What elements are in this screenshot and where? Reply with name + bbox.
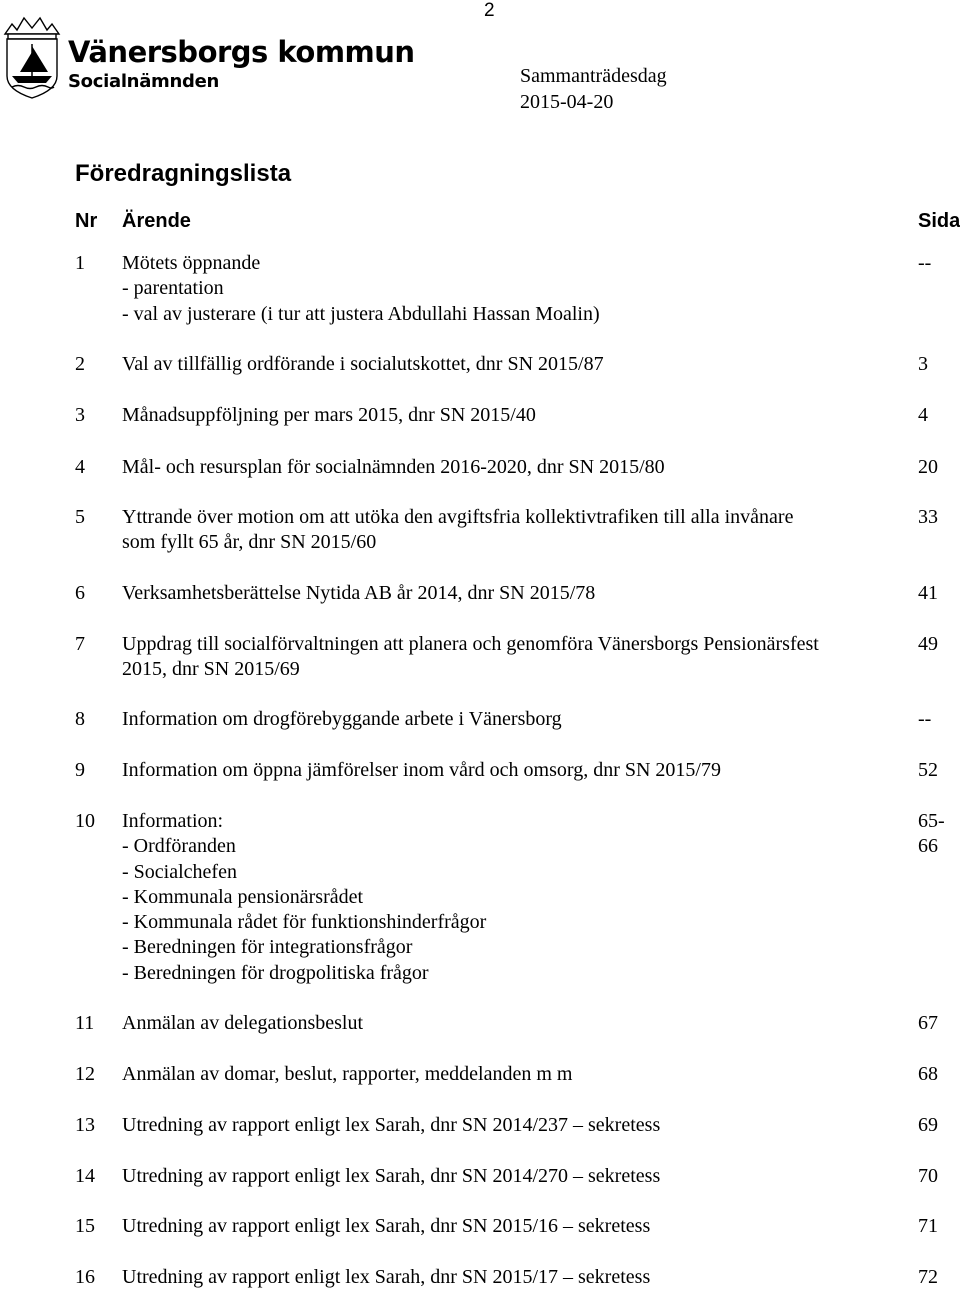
page-number: 2: [484, 0, 495, 21]
agenda-item-number: 13: [75, 1114, 95, 1136]
agenda-item-text: [122, 758, 902, 783]
agenda-item-number: 14: [75, 1165, 95, 1187]
agenda-item-number: 9: [75, 759, 85, 781]
agenda-item-page-line: 49: [918, 633, 938, 655]
document-title: Föredragningslista: [75, 160, 292, 187]
organization-department: Socialnämnden: [68, 71, 220, 92]
agenda-item-page-line: 67: [918, 1012, 938, 1034]
agenda-item-page-line: 66: [918, 835, 938, 858]
agenda-item-number: 6: [75, 582, 85, 604]
agenda-item-text: [122, 1062, 902, 1087]
agenda-item-page: [918, 1265, 938, 1290]
agenda-item-line: som fyllt 65 år, dnr SN 2015/60: [122, 531, 377, 554]
agenda-item-page: [918, 758, 938, 783]
agenda-item-number: 16: [75, 1266, 95, 1288]
agenda-item-line: - parentation: [122, 277, 224, 300]
agenda-item-line: Anmälan av domar, beslut, rapporter, meddelanden m m: [122, 1063, 573, 1085]
agenda-item-page-line: 41: [918, 582, 938, 604]
agenda-item-number: 12: [75, 1063, 95, 1085]
agenda-item-page-line: 68: [918, 1063, 938, 1085]
agenda-item-line: Utredning av rapport enligt lex Sarah, dnr SN 2014/237 – sekretess: [122, 1114, 661, 1136]
agenda-item-text: [122, 352, 902, 377]
agenda-item-page-line: 33: [918, 506, 938, 528]
agenda-item-text: [122, 809, 902, 986]
agenda-item-page-line: 20: [918, 456, 938, 478]
agenda-item-line: Utredning av rapport enligt lex Sarah, dnr SN 2015/17 – sekretess: [122, 1266, 651, 1288]
agenda-item-number: 11: [75, 1012, 95, 1034]
agenda-item-text: [122, 707, 902, 732]
agenda-item-number: 1: [75, 252, 85, 274]
agenda-item-page-line: 4: [918, 404, 928, 426]
agenda-item-line: - Kommunala rådet för funktionshinderfrågor: [122, 911, 487, 934]
agenda-item-line: Information om drogförebyggande arbete i Vänersborg: [122, 708, 562, 730]
agenda-item-number: 2: [75, 353, 85, 375]
agenda-item-text: [122, 251, 902, 327]
agenda-item-number: 3: [75, 404, 85, 426]
meeting-date: 2015-04-20: [520, 91, 614, 113]
agenda-item-text: [122, 1164, 902, 1189]
agenda-item-text: [122, 1011, 902, 1036]
agenda-item-line: - Socialchefen: [122, 860, 237, 883]
agenda-item-number: 10: [75, 810, 95, 832]
agenda-item-line: - Beredningen för integrationsfrågor: [122, 936, 413, 959]
agenda-item-text: [122, 1113, 902, 1138]
agenda-item-page-line: 71: [918, 1215, 938, 1237]
agenda-item-page: [918, 1113, 938, 1138]
agenda-item-line: Månadsuppföljning per mars 2015, dnr SN 2015/40: [122, 404, 536, 426]
agenda-item-page-line: 72: [918, 1266, 938, 1288]
agenda-item-page-line: 70: [918, 1165, 938, 1187]
agenda-item-page-line: 3: [918, 353, 928, 375]
agenda-item-line: Anmälan av delegationsbeslut: [122, 1012, 364, 1034]
meeting-date-label: Sammanträdesdag: [520, 65, 667, 87]
agenda-item-number: 15: [75, 1215, 95, 1237]
agenda-item-line: Val av tillfällig ordförande i socialutskottet, dnr SN 2015/87: [122, 353, 604, 375]
agenda-item-page: [918, 809, 945, 860]
column-header-nr: Nr: [75, 210, 98, 232]
agenda-item-page-line: --: [918, 252, 932, 274]
agenda-item-page: [918, 632, 938, 657]
agenda-item-number: 5: [75, 506, 85, 528]
agenda-item-number: 8: [75, 708, 85, 730]
organization-name: Vänersborgs kommun: [68, 35, 415, 69]
agenda-item-line: - val av justerare (i tur att justera Abdullahi Hassan Moalin): [122, 302, 600, 325]
agenda-item-text: [122, 1265, 902, 1290]
column-header-sida: Sida: [918, 210, 960, 232]
agenda-item-page-line: 69: [918, 1114, 938, 1136]
agenda-item-line: Mötets öppnande: [122, 252, 261, 274]
agenda-item-page: [918, 505, 938, 530]
agenda-item-line: Utredning av rapport enligt lex Sarah, dnr SN 2014/270 – sekretess: [122, 1165, 661, 1187]
agenda-item-text: [122, 1214, 902, 1239]
agenda-item-text: [122, 455, 902, 480]
agenda-item-page: [918, 1062, 938, 1087]
agenda-item-page: [918, 352, 928, 377]
agenda-item-line: Utredning av rapport enligt lex Sarah, dnr SN 2015/16 – sekretess: [122, 1215, 651, 1237]
agenda-item-page: [918, 455, 938, 480]
column-header-arende: Ärende: [122, 210, 191, 232]
agenda-item-page: [918, 403, 928, 428]
agenda-item-line: - Ordföranden: [122, 835, 236, 858]
agenda-item-page: [918, 581, 938, 606]
agenda-item-line: 2015, dnr SN 2015/69: [122, 658, 300, 681]
agenda-item-line: Yttrande över motion om att utöka den avgiftsfria kollektivtrafiken till alla invånare: [122, 506, 794, 528]
agenda-item-line: Uppdrag till socialförvaltningen att planera och genomföra Vänersborgs Pensionärsfest: [122, 633, 819, 655]
agenda-item-page: [918, 251, 931, 276]
agenda-item-line: Mål- och resursplan för socialnämnden 2016-2020, dnr SN 2015/80: [122, 456, 665, 478]
agenda-item-page: [918, 707, 931, 732]
agenda-item-text: [122, 505, 902, 556]
agenda-item-text: [122, 403, 902, 428]
agenda-item-line: - Beredningen för drogpolitiska frågor: [122, 961, 429, 984]
agenda-item-line: Information om öppna jämförelser inom vård och omsorg, dnr SN 2015/79: [122, 759, 721, 781]
agenda-item-number: 7: [75, 633, 85, 655]
agenda-item-text: [122, 581, 902, 606]
agenda-item-page-line: 65-: [918, 810, 945, 832]
agenda-item-page-line: 52: [918, 759, 938, 781]
agenda-item-line: Information:: [122, 810, 224, 832]
agenda-item-text: [122, 632, 902, 683]
agenda-item-page: [918, 1214, 938, 1239]
agenda-item-page-line: --: [918, 708, 932, 730]
agenda-item-number: 4: [75, 456, 85, 478]
agenda-item-line: - Kommunala pensionärsrådet: [122, 885, 364, 908]
agenda-item-page: [918, 1164, 938, 1189]
agenda-item-page: [918, 1011, 938, 1036]
agenda-item-line: Verksamhetsberättelse Nytida AB år 2014, dnr SN 2015/78: [122, 582, 596, 604]
